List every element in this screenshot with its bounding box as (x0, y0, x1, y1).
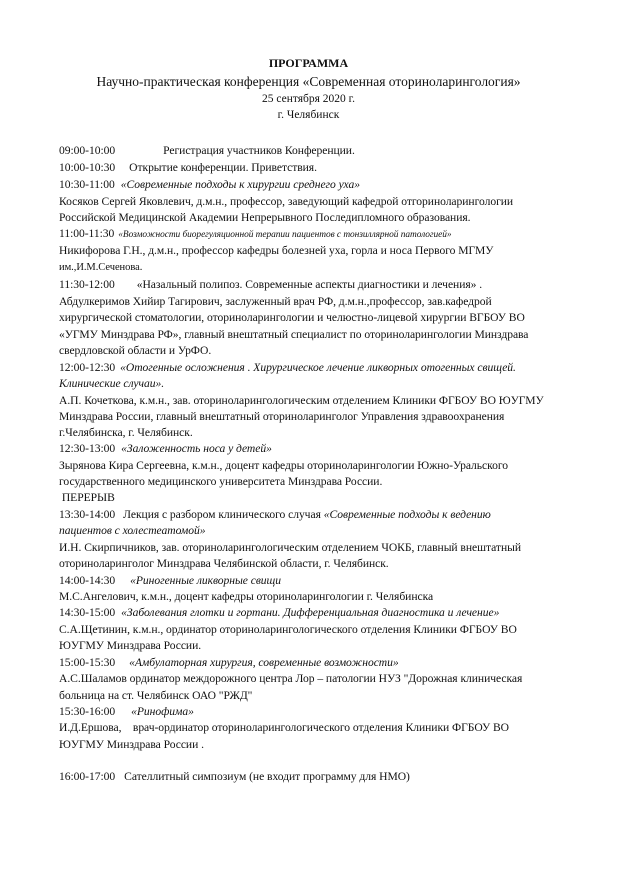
session-title: «Современные подходы к хирургии среднего уха» (120, 178, 360, 191)
program-row (59, 360, 516, 375)
speaker-line: Абдулкеримов Хийир Тагирович, заслуженный врач РФ, д.м.н.,профессор, зав.кафедрой (59, 295, 492, 308)
session-time: 11:30-12:00 (59, 278, 115, 291)
program-row (59, 573, 281, 588)
speaker-line: «УГМУ Минздрава РФ», главный внештатный специалист по оториноларингологии Минздрава (59, 328, 529, 341)
speaker-line: Минздрава России, главный внештатный оториноларинголог Управления здравоохранения (59, 410, 505, 423)
speaker-line: С.А.Щетинин, к.м.н., ординатор оториноларингологического отделения Клиники ФГБОУ ВО (59, 623, 517, 636)
session-time: 15:00-15:30 (59, 656, 116, 669)
speaker-line: ЮУГМУ Минздрава России . (59, 738, 204, 751)
speaker-line: И.Н. Скирпичников, зав. оториноларингологическим отделением ЧОКБ, главный внештатный (59, 541, 522, 554)
speaker-line: оториноларинголог Минздрава Челябинской области, г. Челябинск. (59, 557, 389, 570)
program-row (59, 605, 499, 620)
session-title: «Современные подходы к ведению (323, 508, 491, 521)
session-time: 12:30-13:00 (59, 442, 116, 455)
session-time: 16:00-17:00 (59, 770, 116, 783)
conference-date: 25 сентября 2020 г. (262, 93, 355, 105)
session-title: Регистрация участников Конференции. (163, 144, 355, 157)
speaker-line: Косяков Сергей Яковлевич, д.м.н., профессор, заведующий кафедрой отгориноларингологии (59, 195, 514, 208)
session-time: 14:00-14:30 (59, 574, 116, 587)
session-title: «Назальный полипоз. Современные аспекты диагностики и лечения» . (136, 278, 483, 291)
program-row (59, 160, 317, 175)
session-title: «Заболевания глотки и гортани. Дифференциальная диагностика и лечение» (121, 606, 500, 619)
speaker-line: М.С.Ангелович, к.м.н., доцент кафедры оториноларингологии г. Челябинска (59, 590, 434, 603)
conference-city: г. Челябинск (277, 109, 340, 121)
speaker-line: г.Челябинска, г. Челябинск. (59, 426, 193, 439)
speaker-line: Российской Медицинской Академии Непрерывного Последипломного образования. (59, 211, 471, 224)
program-row (59, 277, 482, 292)
speaker-line: ЮУГМУ Минздрава России. (59, 639, 202, 652)
speaker-line: хирургической стоматологии, оториноларингологии и челюстно-лицевой хирургии ВГБОУ ВО (59, 311, 525, 324)
speaker-line: А.С.Шаламов ординатор междорожного центра Лор – патологии НУЗ "Дорожная клиническая (59, 672, 523, 685)
session-time: 13:30-14:00 (59, 508, 116, 521)
page-title: ПРОГРАММА (268, 56, 349, 70)
session-time: 14:30-15:00 (59, 606, 116, 619)
speaker-line: им.,И.М.Сеченова. (59, 262, 143, 273)
speaker-line: государственного медицинского университета Минздрава России. (59, 475, 383, 488)
session-title: «Риногенные ликворные свищи (130, 574, 282, 587)
session-time: 10:00-10:30 (59, 161, 116, 174)
session-title: «Ринофима» (131, 705, 194, 718)
program-row (59, 226, 452, 243)
session-title-cont: пациентов с холестеатомой» (59, 524, 206, 537)
speaker-line: Никифорова Г.Н., д.м.н., профессор кафедры болезней уха, горла и носа Первого МГМУ (59, 244, 494, 257)
program-row (59, 441, 272, 456)
session-title: «Возможности биорегуляционной терапии пациентов с тонзиллярной патологией» (118, 230, 452, 240)
session-title: Открытие конференции. Приветствия. (129, 161, 317, 174)
session-title: «Отогенные осложнения . Хирургическое лечение ликворных отогенных свищей. (120, 361, 516, 374)
speaker-line: А.П. Кочеткова, к.м.н., зав. оториноларингологическим отделением Клиники ФГБОУ ВО ЮУГМУ (59, 394, 544, 407)
session-title-cont: Клинические случаи». (59, 377, 165, 390)
program-row (59, 655, 399, 670)
program-row (59, 704, 194, 719)
program-row (59, 507, 491, 522)
session-time: 10:30-11:00 (59, 178, 115, 191)
session-title: Сателлитный симпозиум (не входит программу для НМО) (124, 770, 410, 783)
program-row (59, 143, 355, 158)
speaker-line: свердловской области и УрФО. (59, 344, 212, 357)
session-title: Лекция с разбором клинического случая (123, 508, 324, 521)
session-time: 11:00-11:30 (59, 227, 115, 240)
speaker-line: Зырянова Кира Сергеевна, к.м.н., доцент кафедры оториноларингологии Южно-Уральского (59, 459, 509, 472)
session-time: 09:00-10:00 (59, 144, 116, 157)
program-row (59, 177, 360, 192)
speaker-line: больница на ст. Челябинск ОАО "РЖД" (59, 689, 253, 702)
speaker-line: И.Д.Ершова, врач-ординатор оториноларингологического отделения Клиники ФГБОУ ВО (59, 721, 510, 734)
session-time: 12:00-12:30 (59, 361, 116, 374)
conference-title: Научно-практическая конференция «Современная оториноларингология» (96, 74, 521, 89)
program-row (59, 769, 410, 784)
break-label: ПЕРЕРЫВ (59, 491, 115, 504)
session-time: 15:30-16:00 (59, 705, 116, 718)
session-title: «Амбулаторная хирургия, современные возможности» (129, 656, 399, 669)
session-title: «Заложенность носа у детей» (121, 442, 272, 455)
